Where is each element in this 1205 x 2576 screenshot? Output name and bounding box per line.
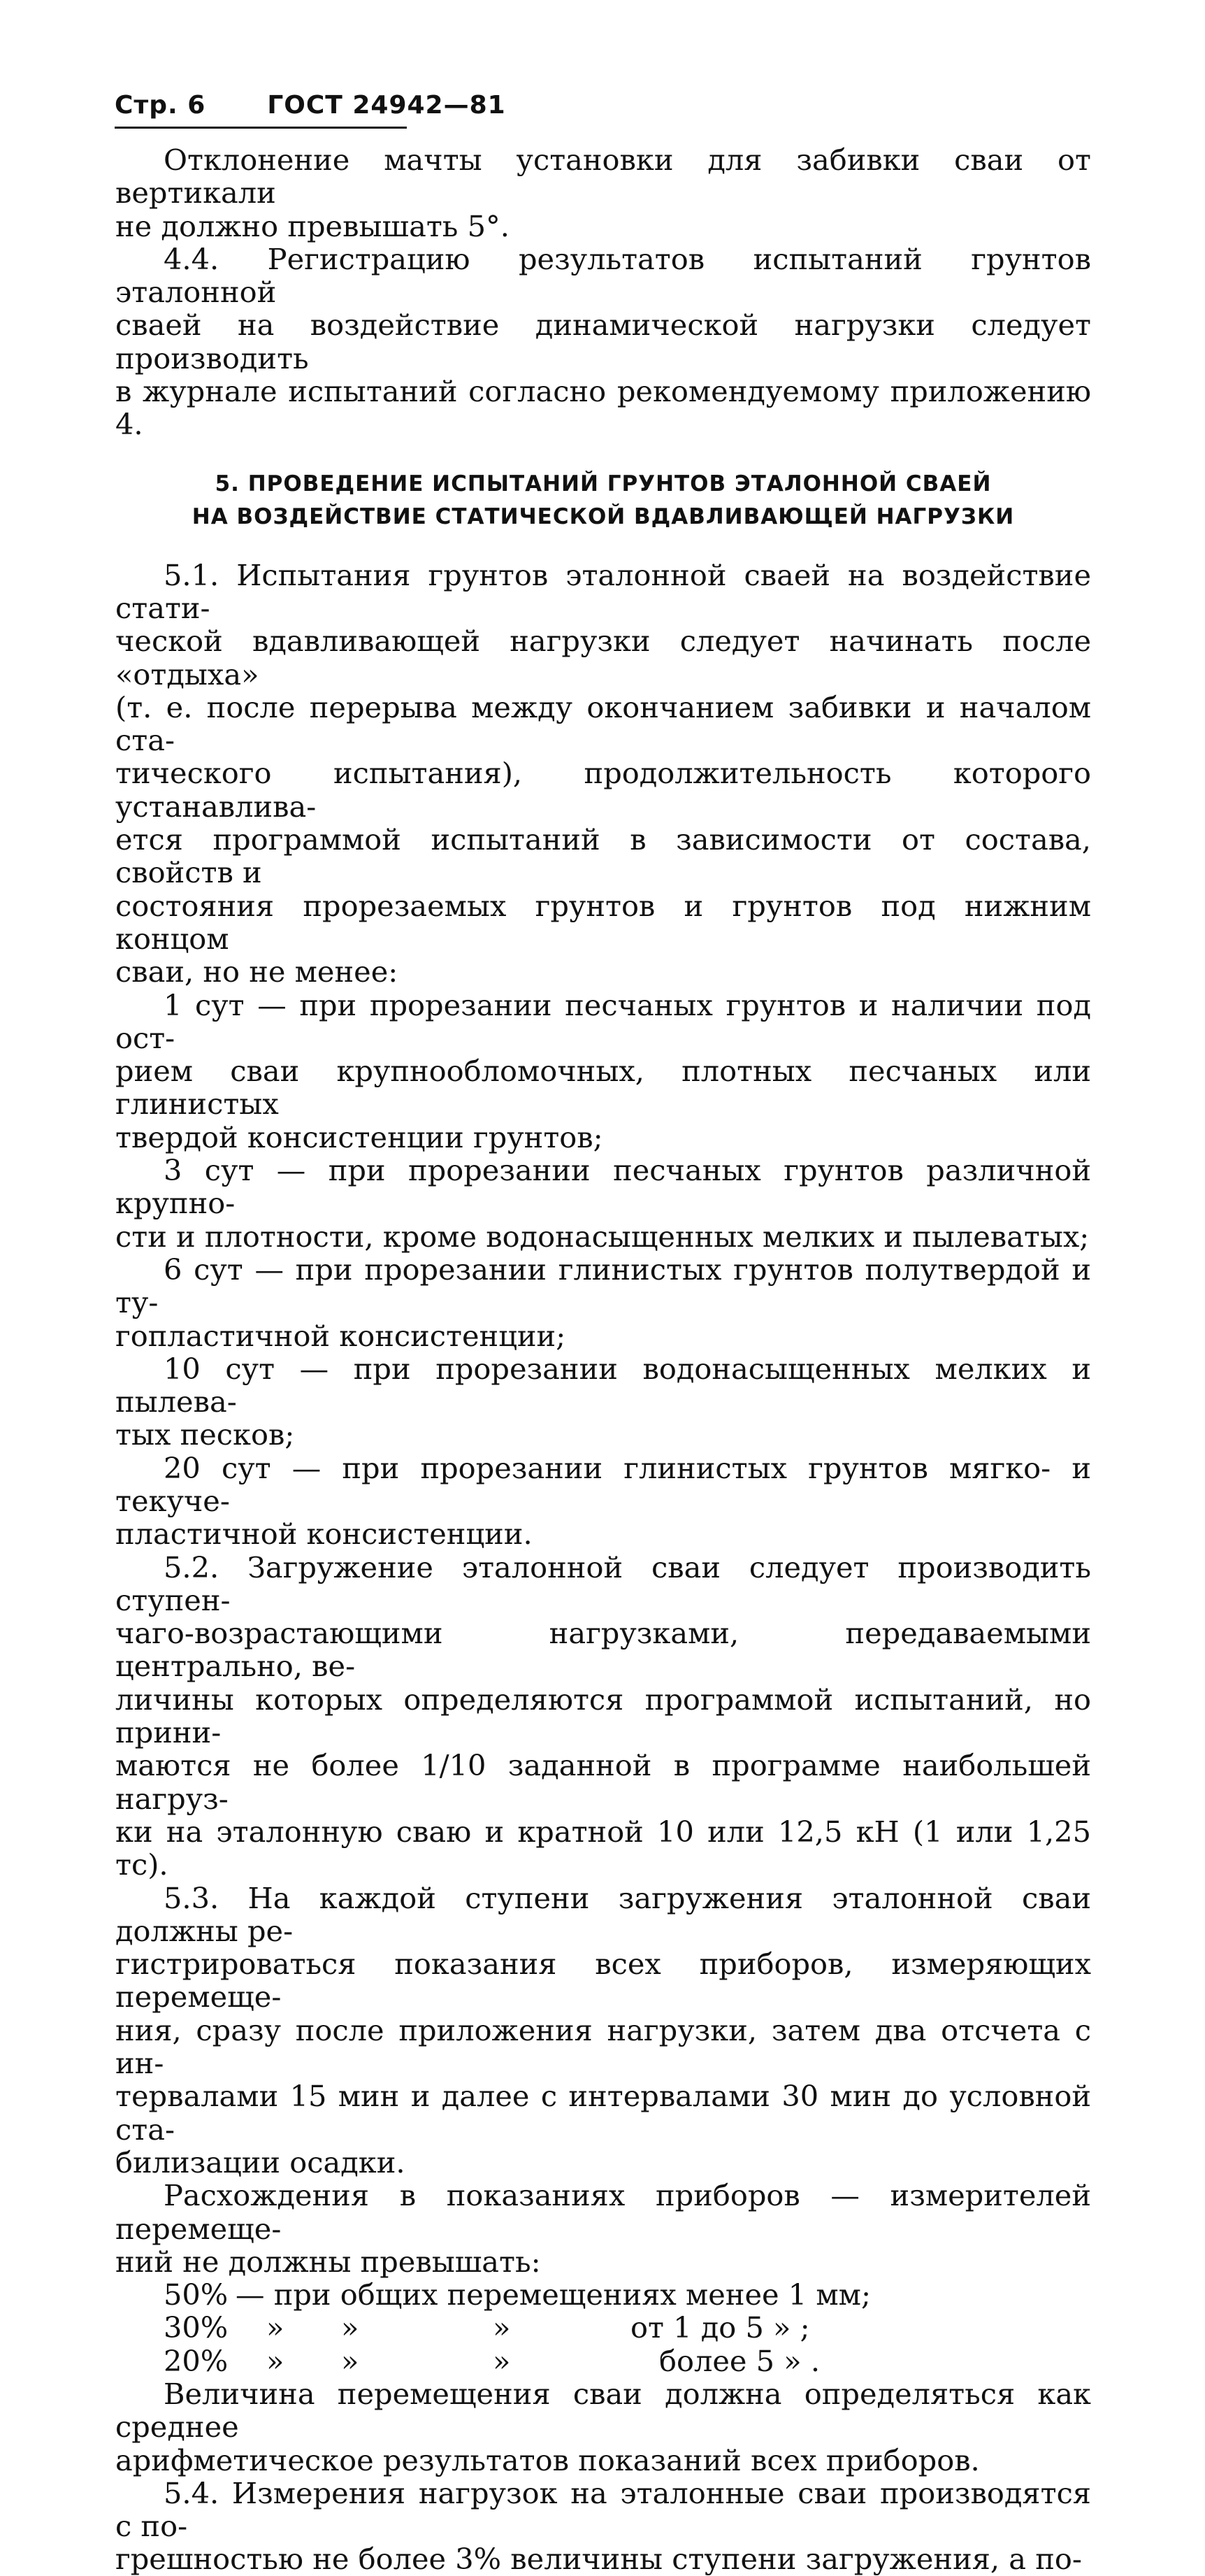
table-row bbox=[115, 2278, 1091, 2311]
description-cell: — при общих перемещениях менее 1 мм; bbox=[236, 2277, 871, 2312]
section-heading bbox=[115, 468, 1091, 534]
text-line: ний не должны превышать: bbox=[115, 2244, 541, 2279]
list-item-3-days bbox=[115, 1154, 1091, 1253]
paragraph-4-4 bbox=[115, 243, 1091, 441]
text-line: сваей на воздействие динамической нагрузки следует производить bbox=[115, 308, 1091, 375]
spacer bbox=[115, 441, 1091, 468]
text-line: арифметическое результатов показаний всех приборов. bbox=[115, 2442, 980, 2477]
description-cell: более 5 » . bbox=[659, 2343, 821, 2378]
text-line: 5.4. Измерения нагрузок на эталонные сваи производятся с по- bbox=[115, 2475, 1091, 2544]
list-item-1-day bbox=[115, 989, 1091, 1154]
text-line: 20 сут — при прорезании глинистых грунтов мягко- и текуче- bbox=[115, 1450, 1091, 1518]
paragraph-5-1 bbox=[115, 559, 1091, 989]
list-item-6-days bbox=[115, 1253, 1091, 1352]
text-line: Величина перемещения сваи должна определяться как среднее bbox=[115, 2377, 1091, 2445]
text-line: тых песков; bbox=[115, 1417, 295, 1452]
text-line: состояния прорезаемых грунтов и грунтов под нижним концом bbox=[115, 888, 1091, 956]
text-line: рием сваи крупнообломочных, плотных песчаных или глинистых bbox=[115, 1054, 1091, 1122]
ditto-mark: » bbox=[341, 2310, 359, 2345]
text-line: сваи, но не менее: bbox=[115, 954, 398, 989]
paragraph-5-3 bbox=[115, 1882, 1091, 2180]
text-line: ческой вдавливающей нагрузки следует начинать после «отдыха» bbox=[115, 624, 1091, 692]
text-line: тервалами 15 мин и далее с интервалами 30 мин до условной ста- bbox=[115, 2079, 1091, 2147]
list-item-20-days bbox=[115, 1452, 1091, 1551]
text-line: в журнале испытаний согласно рекомендуемому приложению 4. bbox=[115, 374, 1091, 442]
text-line: гистрироваться показания всех приборов, измеряющих перемеще- bbox=[115, 1947, 1091, 2015]
text-line: 5.2. Загружение эталонной сваи следует производить ступен- bbox=[115, 1550, 1091, 1617]
table-row bbox=[115, 2345, 1091, 2377]
text-line: 4.4. Регистрацию результатов испытаний грунтов эталонной bbox=[115, 241, 1091, 310]
text-line: тического испытания), продолжительность которого устанавлива- bbox=[115, 756, 1091, 824]
ditto-mark: » bbox=[341, 2343, 359, 2378]
ditto-mark: » bbox=[266, 2310, 284, 2345]
percent-cell: 20% bbox=[164, 2343, 229, 2378]
paragraph-5-2 bbox=[115, 1551, 1091, 1882]
header-rule bbox=[115, 127, 407, 129]
ditto-mark: » bbox=[493, 2310, 511, 2345]
text-line: билизации осадки. bbox=[115, 2145, 405, 2180]
paragraph-5-4 bbox=[115, 2477, 1091, 2576]
deviation-table bbox=[115, 2278, 1091, 2377]
ditto-mark: » bbox=[266, 2343, 284, 2378]
description-cell: от 1 до 5 » ; bbox=[630, 2310, 810, 2345]
text-line: 10 сут — при прорезании водонасыщенных мелких и пылева- bbox=[115, 1351, 1091, 1419]
text-line: 1 сут — при прорезании песчаных грунтов и наличии под ост- bbox=[115, 987, 1091, 1055]
percent-cell: 30% bbox=[164, 2310, 229, 2345]
text-line: 3 сут — при прорезании песчаных грунтов различной крупно- bbox=[115, 1153, 1091, 1221]
list-item-10-days bbox=[115, 1352, 1091, 1452]
table-row bbox=[115, 2311, 1091, 2344]
text-line: грешностью не более 3% величины ступени загружения, а по- bbox=[115, 2542, 1082, 2576]
standard-number: ГОСТ 24942—81 bbox=[267, 91, 506, 120]
text-line: пластичной консистенции. bbox=[115, 1517, 533, 1552]
spacer bbox=[115, 534, 1091, 559]
text-line: 5.1. Испытания грунтов эталонной сваей на воздействие стати- bbox=[115, 557, 1091, 625]
paragraph-mast-deviation bbox=[115, 143, 1091, 243]
text-line: гопластичной консистенции; bbox=[115, 1318, 566, 1353]
text-line: маются не более 1/10 заданной в программе наибольшей нагруз- bbox=[115, 1748, 1091, 1816]
text-line: Расхождения в показаниях приборов — измерителей перемеще- bbox=[115, 2178, 1091, 2246]
text-line: 5.3. На каждой ступени загружения эталонной сваи должны ре- bbox=[115, 1880, 1091, 1948]
document-body bbox=[115, 143, 1091, 2576]
section-heading-line: НА ВОЗДЕЙСТВИЕ СТАТИЧЕСКОЙ ВДАВЛИВАЮЩЕЙ НАГРУЗКИ bbox=[192, 503, 1015, 529]
ditto-mark: » bbox=[493, 2343, 511, 2378]
text-line: личины которых определяются программой испытаний, но прини- bbox=[115, 1682, 1091, 1750]
paragraph-deviations bbox=[115, 2179, 1091, 2278]
text-line: чаго-возрастающими нагрузками, передаваемыми центрально, ве- bbox=[115, 1616, 1091, 1684]
page-header bbox=[115, 91, 506, 120]
section-heading-line: 5. ПРОВЕДЕНИЕ ИСПЫТАНИЙ ГРУНТОВ ЭТАЛОННОЙ СВАЕЙ bbox=[215, 471, 992, 496]
text-line: ется программой испытаний в зависимости от состава, свойств и bbox=[115, 822, 1091, 890]
text-line: ния, сразу после приложения нагрузки, затем два отсчета с ин- bbox=[115, 2012, 1091, 2081]
text-line: 6 сут — при прорезании глинистых грунтов полутвердой и ту- bbox=[115, 1252, 1091, 1320]
text-line: (т. е. после перерыва между окончанием забивки и началом ста- bbox=[115, 689, 1091, 758]
text-line: Отклонение мачты установки для забивки сваи от вертикали bbox=[115, 143, 1091, 210]
text-line: не должно превышать 5°. bbox=[115, 208, 510, 243]
percent-cell: 50% bbox=[164, 2277, 229, 2312]
text-line: твердой консистенции грунтов; bbox=[115, 1119, 603, 1154]
page-number: Стр. 6 bbox=[115, 91, 206, 120]
text-line: ки на эталонную сваю и кратной 10 или 12,5 кН (1 или 1,25 тс). bbox=[115, 1814, 1091, 1882]
paragraph-displacement bbox=[115, 2377, 1091, 2477]
text-line: сти и плотности, кроме водонасыщенных мелких и пылеватых; bbox=[115, 1219, 1090, 1254]
